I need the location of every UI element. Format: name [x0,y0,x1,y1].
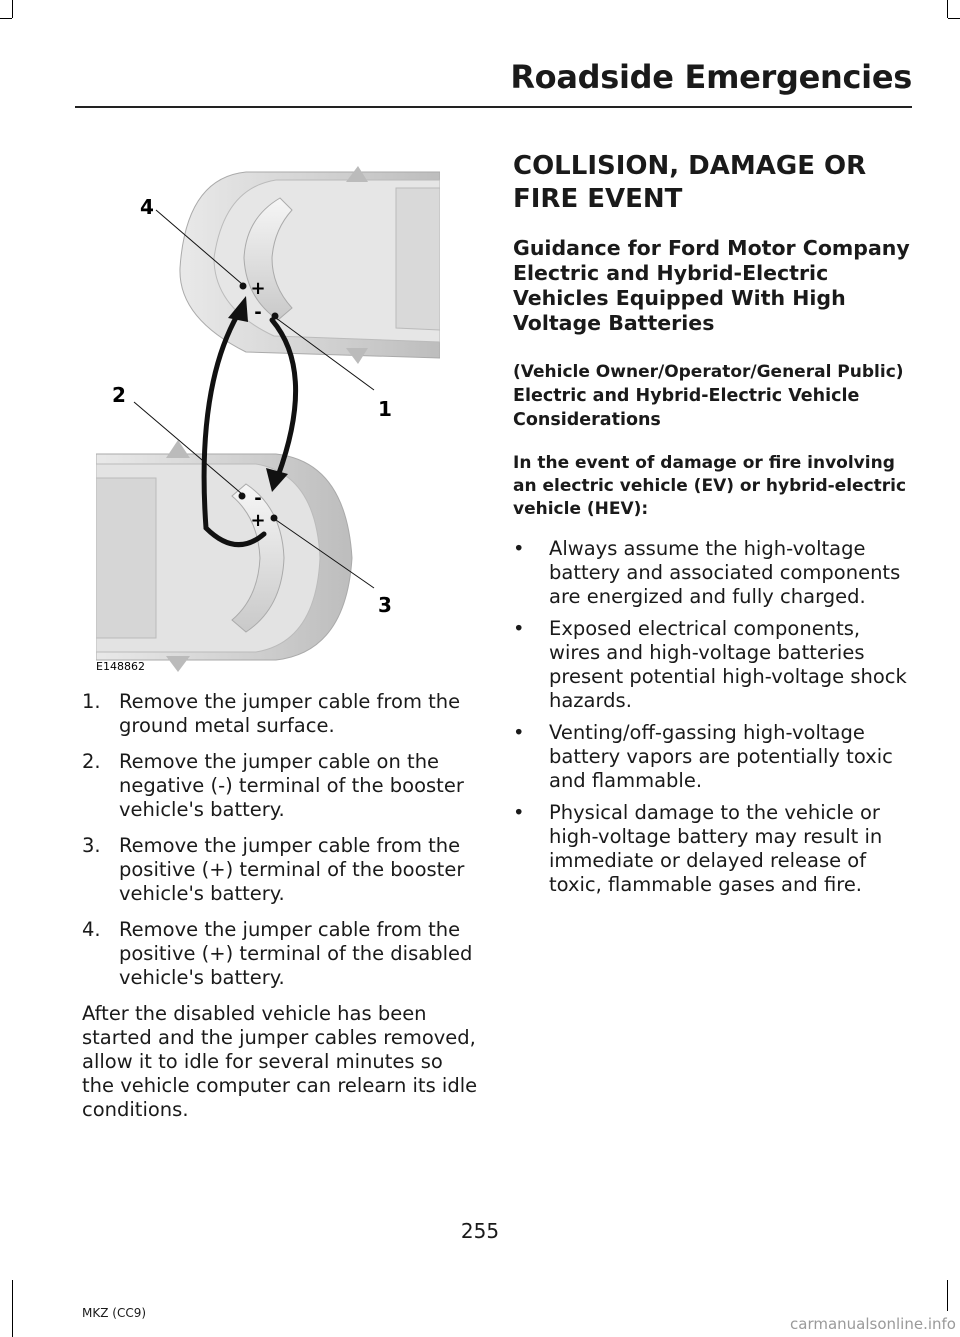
watermark-link[interactable]: carmanualsonline.info [735,1311,960,1337]
crop-mark [12,1280,13,1337]
bullet-icon: • [513,721,525,744]
jumper-cable-figure [96,158,440,674]
step-number: 3. [82,834,101,857]
list-item [513,801,913,897]
bullet-icon: • [513,801,525,824]
crop-mark [0,18,12,19]
list-item [82,690,478,738]
terminal-dot [240,283,247,290]
header-divider [75,106,912,108]
negative-terminal-label: - [254,302,262,323]
bullet-icon: • [513,537,525,560]
page-number: 255 [460,1219,500,1243]
list-item [513,617,913,713]
step-number: 4. [82,918,101,941]
step-text: Remove the jumper cable from the positive (+) terminal of the disabled vehicle's battery. [119,918,473,989]
positive-terminal-label: + [250,278,266,299]
step-number: 1. [82,690,101,713]
step-text: Remove the jumper cable from the ground metal surface. [119,690,461,737]
crop-mark [948,18,960,19]
audience-heading: (Vehicle Owner/Operator/General Public) [513,362,904,382]
idle-relearn-paragraph: After the disabled vehicle has been started and the jumper cables removed, allow it to idle for several minutes so the vehicle computer can relearn its idle conditions. [82,1002,478,1121]
callout-2: 2 [112,383,126,407]
step-text: Remove the jumper cable on the negative (-) terminal of the booster vehicle's battery. [119,750,464,821]
bullet-text: Venting/off-gassing high-voltage battery vapors are potentially toxic and flammable. [549,721,893,792]
bullet-text: Always assume the high-voltage battery and associated components are energized and fully charged. [549,537,901,608]
collision-section [513,150,913,905]
crop-mark [947,0,948,18]
disabled-vehicle-illustration [180,166,440,364]
bullet-text: Physical damage to the vehicle or high-voltage battery may result in immediate or delayed release of toxic, flammable gases and fire. [549,801,883,896]
removal-steps-list [82,690,478,990]
crop-mark [12,0,13,18]
removal-steps-section [82,690,478,1122]
list-item [513,721,913,793]
callout-1: 1 [378,397,392,421]
bullet-icon: • [513,617,525,640]
callout-4: 4 [140,195,154,219]
considerations-heading: Electric and Hybrid-Electric Vehicle Considerations [513,386,860,430]
list-item [82,834,478,906]
bullet-text: Exposed electrical components, wires and high-voltage batteries present potential high-voltage shock hazards. [549,617,907,712]
list-item [82,918,478,990]
step-number: 2. [82,750,101,773]
positive-terminal-label: + [250,510,266,531]
booster-vehicle-illustration [96,440,352,672]
page-title: Roadside Emergencies [510,58,912,96]
hazard-bullet-list [513,537,913,897]
step-text: Remove the jumper cable from the positive (+) terminal of the booster vehicle's battery. [119,834,465,905]
section-heading: COLLISION, DAMAGE OR FIRE EVENT [513,151,867,214]
model-code: MKZ (CC9) [82,1306,147,1320]
callout-3: 3 [378,593,392,617]
list-item [513,537,913,609]
list-item [82,750,478,822]
event-intro: In the event of damage or fire involving an electric vehicle (EV) or hybrid-electric vehicle (HEV): [513,453,907,519]
negative-terminal-label: - [254,488,262,509]
figure-id: E148862 [96,660,145,673]
guidance-heading: Guidance for Ford Motor Company Electric and Hybrid-Electric Vehicles Equipped With High Voltage Batteries [513,236,910,335]
